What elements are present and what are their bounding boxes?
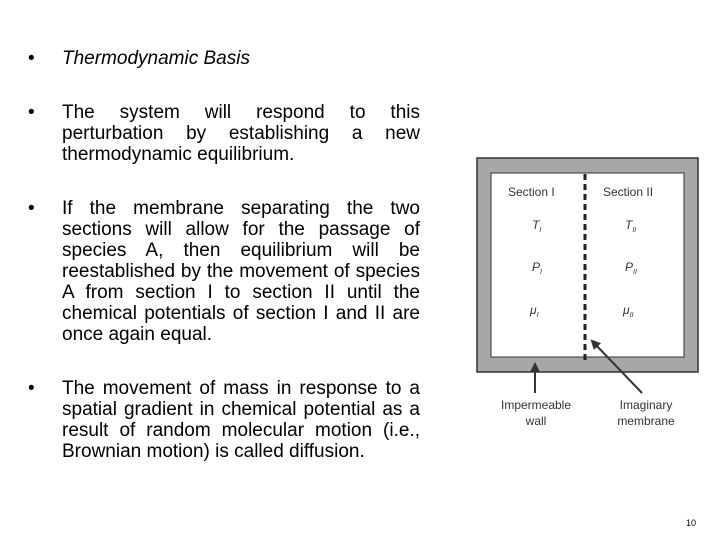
bullet-list <box>28 44 420 462</box>
membrane-diagram <box>476 157 704 437</box>
imaginary-membrane-label-line1: Imaginary <box>619 398 673 412</box>
chamber-interior <box>491 173 684 357</box>
bullet-item-membrane <box>28 198 420 345</box>
membrane-diagram-svg <box>476 157 704 437</box>
section-2-temperature: $T_{II}$ <box>625 218 637 234</box>
bullet-text: The movement of mass in response to a spatial gradient in chemical potential as a result of random molecular motion (i.e., Brownian motion) is called diffusion. <box>62 378 420 462</box>
bullet-item-equilibrium <box>28 102 420 165</box>
impermeable-wall-label-line2: wall <box>525 414 547 428</box>
section-1-temperature: $T_I$ <box>532 218 542 234</box>
bullet-marker: • <box>28 48 35 69</box>
bullet-marker: • <box>28 378 35 399</box>
bullet-marker: • <box>28 102 35 123</box>
imaginary-membrane-label-line2: membrane <box>617 414 675 428</box>
section-2-chemical-potential: $\mu_{II}$ <box>623 303 634 319</box>
section-2-pressure: $P_{II}$ <box>625 260 637 276</box>
bullet-text: Thermodynamic Basis <box>62 48 250 69</box>
section-1-chemical-potential: $\mu_I$ <box>530 303 539 319</box>
section-2-title: Section II <box>603 185 654 199</box>
bullet-item-diffusion <box>28 378 420 462</box>
section-1-title: Section I <box>508 185 555 199</box>
bullet-text: The system will respond to this perturbation by establishing a new thermodynamic equilibrium. <box>62 102 420 165</box>
section-1-pressure: $P_I$ <box>532 260 542 276</box>
impermeable-wall-label-line1: Impermeable <box>500 398 572 412</box>
bullet-marker: • <box>28 198 35 219</box>
bullet-item-thermodynamic-basis <box>28 48 420 69</box>
bullet-text: If the membrane separating the two sections will allow for the passage of species A, then equilibrium will be reestablished by the movement of species A from section I to section II until the chemical potentials of section I and II are once again equal. <box>62 198 420 345</box>
page-number: 10 <box>685 518 696 528</box>
